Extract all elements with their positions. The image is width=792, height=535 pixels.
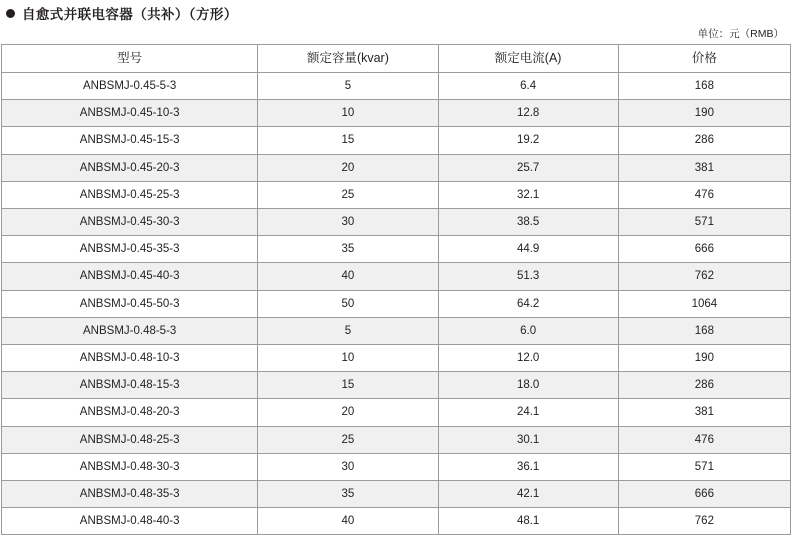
table-header-row: [2, 45, 791, 73]
cell-price: 286: [618, 372, 790, 399]
cell-current: 24.1: [438, 399, 618, 426]
cell-capacity: 35: [258, 481, 438, 508]
cell-capacity: 25: [258, 426, 438, 453]
cell-model: ANBSMJ-0.48-25-3: [2, 426, 258, 453]
cell-model: ANBSMJ-0.45-25-3: [2, 181, 258, 208]
table-row: [2, 236, 791, 263]
cell-current: 19.2: [438, 127, 618, 154]
cell-capacity: 15: [258, 127, 438, 154]
cell-current: 38.5: [438, 209, 618, 236]
cell-price: 190: [618, 345, 790, 372]
cell-model: ANBSMJ-0.45-40-3: [2, 263, 258, 290]
table-body: [2, 73, 791, 535]
cell-price: 666: [618, 481, 790, 508]
cell-model: ANBSMJ-0.45-20-3: [2, 154, 258, 181]
cell-current: 6.4: [438, 73, 618, 100]
cell-model: ANBSMJ-0.45-10-3: [2, 100, 258, 127]
cell-model: ANBSMJ-0.45-50-3: [2, 290, 258, 317]
column-header-current: 额定电流(A): [438, 45, 618, 73]
cell-capacity: 25: [258, 181, 438, 208]
unit-note: 单位：元（RMB）: [697, 28, 784, 40]
cell-current: 32.1: [438, 181, 618, 208]
table-row: [2, 317, 791, 344]
cell-price: 476: [618, 426, 790, 453]
cell-capacity: 10: [258, 100, 438, 127]
cell-model: ANBSMJ-0.48-10-3: [2, 345, 258, 372]
cell-current: 44.9: [438, 236, 618, 263]
cell-price: 381: [618, 154, 790, 181]
table-row: [2, 73, 791, 100]
cell-model: ANBSMJ-0.48-30-3: [2, 453, 258, 480]
cell-capacity: 50: [258, 290, 438, 317]
cell-price: 476: [618, 181, 790, 208]
cell-current: 30.1: [438, 426, 618, 453]
table-row: [2, 181, 791, 208]
cell-capacity: 40: [258, 263, 438, 290]
table-row: [2, 426, 791, 453]
table-row: [2, 100, 791, 127]
table-row: [2, 481, 791, 508]
cell-capacity: 5: [258, 317, 438, 344]
cell-capacity: 30: [258, 209, 438, 236]
table-row: [2, 399, 791, 426]
column-header-capacity: 额定容量(kvar): [258, 45, 438, 73]
capacitor-price-table: [1, 44, 791, 535]
table-row: [2, 263, 791, 290]
cell-model: ANBSMJ-0.48-5-3: [2, 317, 258, 344]
cell-price: 168: [618, 317, 790, 344]
cell-model: ANBSMJ-0.45-30-3: [2, 209, 258, 236]
cell-capacity: 30: [258, 453, 438, 480]
cell-model: ANBSMJ-0.48-20-3: [2, 399, 258, 426]
cell-current: 64.2: [438, 290, 618, 317]
cell-price: 168: [618, 73, 790, 100]
table-row: [2, 154, 791, 181]
cell-current: 6.0: [438, 317, 618, 344]
cell-price: 381: [618, 399, 790, 426]
cell-price: 571: [618, 209, 790, 236]
cell-model: ANBSMJ-0.48-15-3: [2, 372, 258, 399]
table-row: [2, 508, 791, 535]
table-row: [2, 345, 791, 372]
cell-price: 762: [618, 508, 790, 535]
cell-price: 286: [618, 127, 790, 154]
table-row: [2, 372, 791, 399]
cell-current: 36.1: [438, 453, 618, 480]
table-row: [2, 127, 791, 154]
cell-capacity: 20: [258, 154, 438, 181]
cell-price: 762: [618, 263, 790, 290]
cell-price: 666: [618, 236, 790, 263]
cell-price: 1064: [618, 290, 790, 317]
section-header: [0, 0, 792, 26]
cell-price: 571: [618, 453, 790, 480]
cell-capacity: 15: [258, 372, 438, 399]
table-row: [2, 290, 791, 317]
cell-price: 190: [618, 100, 790, 127]
cell-current: 12.8: [438, 100, 618, 127]
cell-model: ANBSMJ-0.45-35-3: [2, 236, 258, 263]
cell-model: ANBSMJ-0.45-15-3: [2, 127, 258, 154]
bullet-icon: [6, 9, 15, 18]
table-row: [2, 209, 791, 236]
cell-capacity: 10: [258, 345, 438, 372]
cell-model: ANBSMJ-0.48-40-3: [2, 508, 258, 535]
cell-current: 18.0: [438, 372, 618, 399]
column-header-price: 价格: [618, 45, 790, 73]
table-row: [2, 453, 791, 480]
cell-capacity: 35: [258, 236, 438, 263]
cell-capacity: 40: [258, 508, 438, 535]
cell-current: 12.0: [438, 345, 618, 372]
column-header-model: 型号: [2, 45, 258, 73]
cell-capacity: 5: [258, 73, 438, 100]
cell-current: 48.1: [438, 508, 618, 535]
page-title: 自愈式并联电容器（共补）（方形）: [22, 7, 238, 22]
cell-current: 25.7: [438, 154, 618, 181]
cell-model: ANBSMJ-0.48-35-3: [2, 481, 258, 508]
cell-current: 42.1: [438, 481, 618, 508]
cell-model: ANBSMJ-0.45-5-3: [2, 73, 258, 100]
cell-capacity: 20: [258, 399, 438, 426]
cell-current: 51.3: [438, 263, 618, 290]
